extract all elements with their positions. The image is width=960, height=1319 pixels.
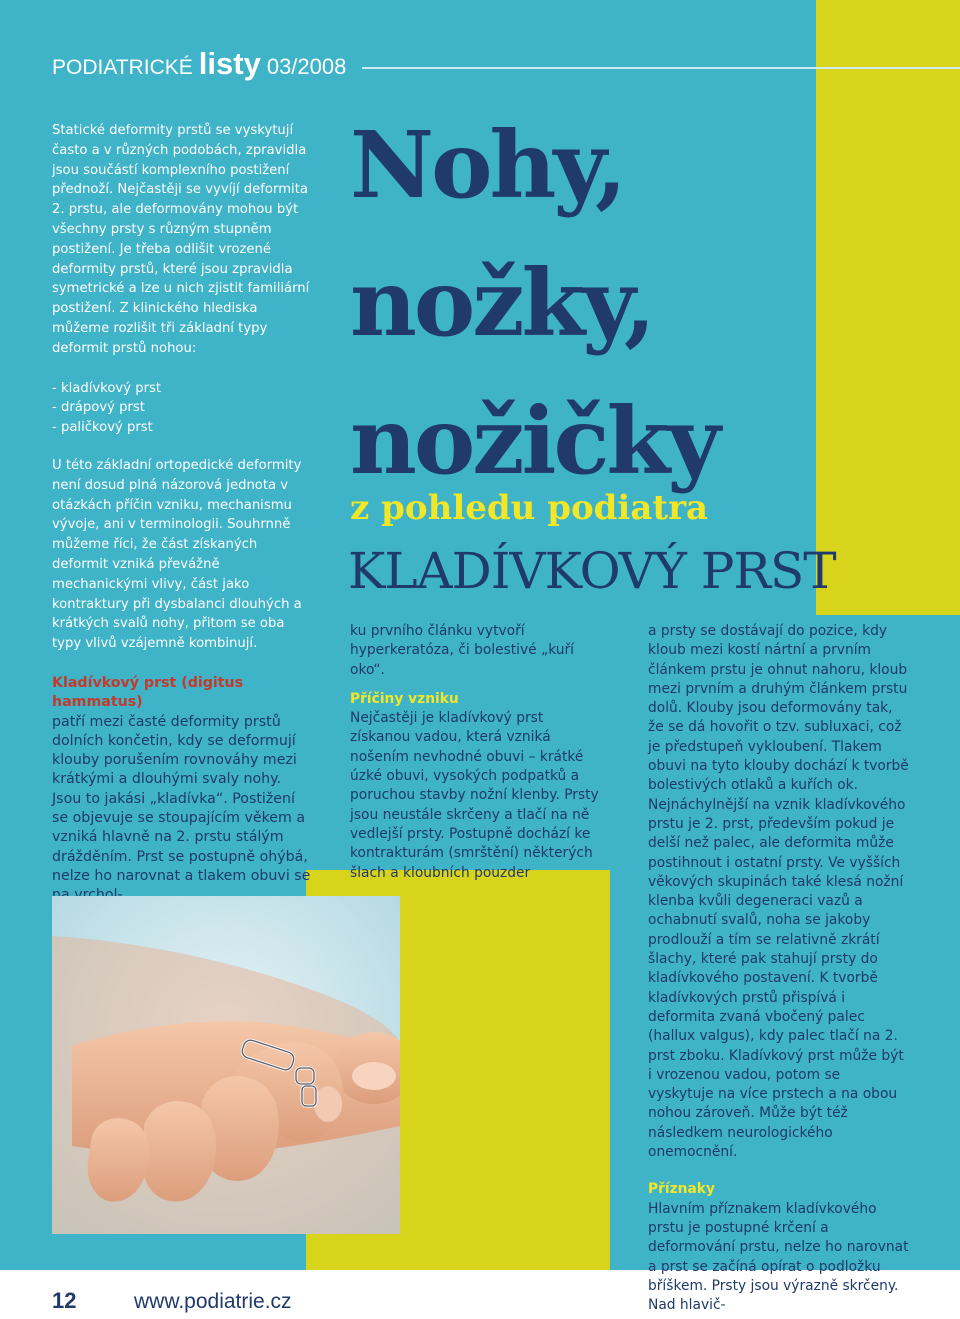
right-paragraph-2: Hlavním příznakem kladívkového prstu je postupné krčení a deformování prstu, nelze ho narovnat a prst se začíná opírat o podložku bříškem. Prsty jsou výrazně skrčeny. Nad hlavič- <box>648 1200 909 1314</box>
middle-column <box>350 622 602 883</box>
list-item: - kladívkový prst <box>52 380 162 396</box>
footer-url[interactable]: www.podiatrie.cz <box>134 1290 292 1313</box>
title-line-2: nožky, <box>350 249 653 357</box>
header-issue: 03/2008 <box>266 54 347 79</box>
paragraph-2: U této základní ortopedické deformity není dosud plná názorová jednota v otázkách příčin vzniku, mechanismu vývoje, ani v terminologii. Souhrnně můžeme říci, že část získaných deformit vzniká převážně mechanickými vlivy, část jako kontraktury při dysbalanci dlouhých a krátkých svalů nohy, přitom se oba typy vlivů vzájemně kombinují. <box>52 457 302 652</box>
paragraph-3 <box>52 674 314 906</box>
foot-image <box>52 896 400 1234</box>
yellow-stripe <box>816 0 960 615</box>
left-column <box>52 121 314 905</box>
foot-toe-illustration <box>52 896 400 1234</box>
page-number: 12 <box>52 1288 77 1313</box>
list-item: - drápový prst <box>52 400 145 416</box>
page-title <box>350 96 718 510</box>
section-label-causes: Příčiny vzniku <box>350 690 459 707</box>
intro-paragraph: Statické deformity prstů se vyskytují často a v různých podobách, zpravidla jsou součástí komplexního postižení přednoží. Nejčastěji se vyvíjí deformita 2. prstu, ale deformovány mohou být všechny prsty s různým stupněm postižení. Je třeba odlišit vrozené deformity prstů, které jsou zpravidla symetrické a lze u nich zjistit familiární postižení. Z klinického hlediska můžeme rozlišit tři základní typy deformit prstů nohou: <box>52 123 310 356</box>
section-label-symptoms: Příznaky <box>648 1181 715 1198</box>
deformity-list <box>52 379 314 438</box>
subtitle: z pohledu podiatra <box>350 488 709 528</box>
header-rule <box>362 67 960 69</box>
mid-paragraph-2: Nejčastěji je kladívkový prst získanou vadou, která vzniká nošením nevhodné obuvi – krátké úzké obuvi, vysokých podpatků a poruchou stavby nožní klenby. Prsty jsou neustále skrčeny a tlačí na ně vedlejší prsty. Postupně dochází ke kontrakturám (smrštění) některých šlach a kloubních pouzder <box>350 710 599 881</box>
mid-paragraph-1: ku prvního článku vytvoří hyperkeratóza, či bolestivé „kuří oko“. <box>350 623 575 678</box>
section-label-hammer-toe: Kladívkový prst (digitus hammatus) <box>52 674 244 711</box>
header-brand: PODIATRICKÉ <box>52 56 193 79</box>
title-line-1: Nohy, <box>350 111 625 219</box>
paragraph-3-text: patří mezi časté deformity prstů dolních končetin, kdy se deformují klouby porušením rovnováhy mezi krátkými a dlouhými svaly nohy. Jsou to jakási „kladívka“. Postižení se objevuje se stoupajícím věkem a vzniká hlavně na 2. prstu stálým drážděním. Prst se postupně ohýbá, nelze ho narovnat a tlakem obuvi se <box>52 713 311 884</box>
right-paragraph-1: a prsty se dostávají do pozice, kdy kloub mezi kostí nártní a prvním článkem prstu je ohnut nahoru, kloub mezi prvním a druhým článkem prstu dolů. Klouby jsou deformovány tak, že se dá hovořit o tzv. subluxaci, což je předstupeň vykloubení. Tlakem obuvi na tyto klouby dochází k tvorbě bolestivých otlaků a kuřích ok. Nejnáchylnější na vznik kladívkového prstu je 2. prst, především pokud je delší než palec, ale deformita může postihnout i ostatní prsty. Ve vyšších věkových skupinách také klesá nožní klenba kvůli degeneraci vazů a ochabnutí svalů, noha se jakoby prodlouží a tím se relativně zkrátí šlachy, které pak stahují prsty do kladívkového postavení. K tvorbě kladívkových prstů přispívá i deformita zvaná vbočený palec (hallux valgus), kdy palec tlačí na 2. prst zboku. Kladívkový prst může být i vrozenou vadou, potom se vyskytuje na více prstech a na obou nohou zároveň. Může být též následkem neurologického onemocnění. <box>648 623 909 1161</box>
title-line-3: nožičky <box>350 387 718 495</box>
magazine-header <box>52 46 346 82</box>
section-heading: KLADÍVKOVÝ PRST <box>348 542 836 600</box>
list-item: - paličkový prst <box>52 420 153 436</box>
header-listy: listy <box>198 46 261 81</box>
right-column <box>648 622 910 1315</box>
